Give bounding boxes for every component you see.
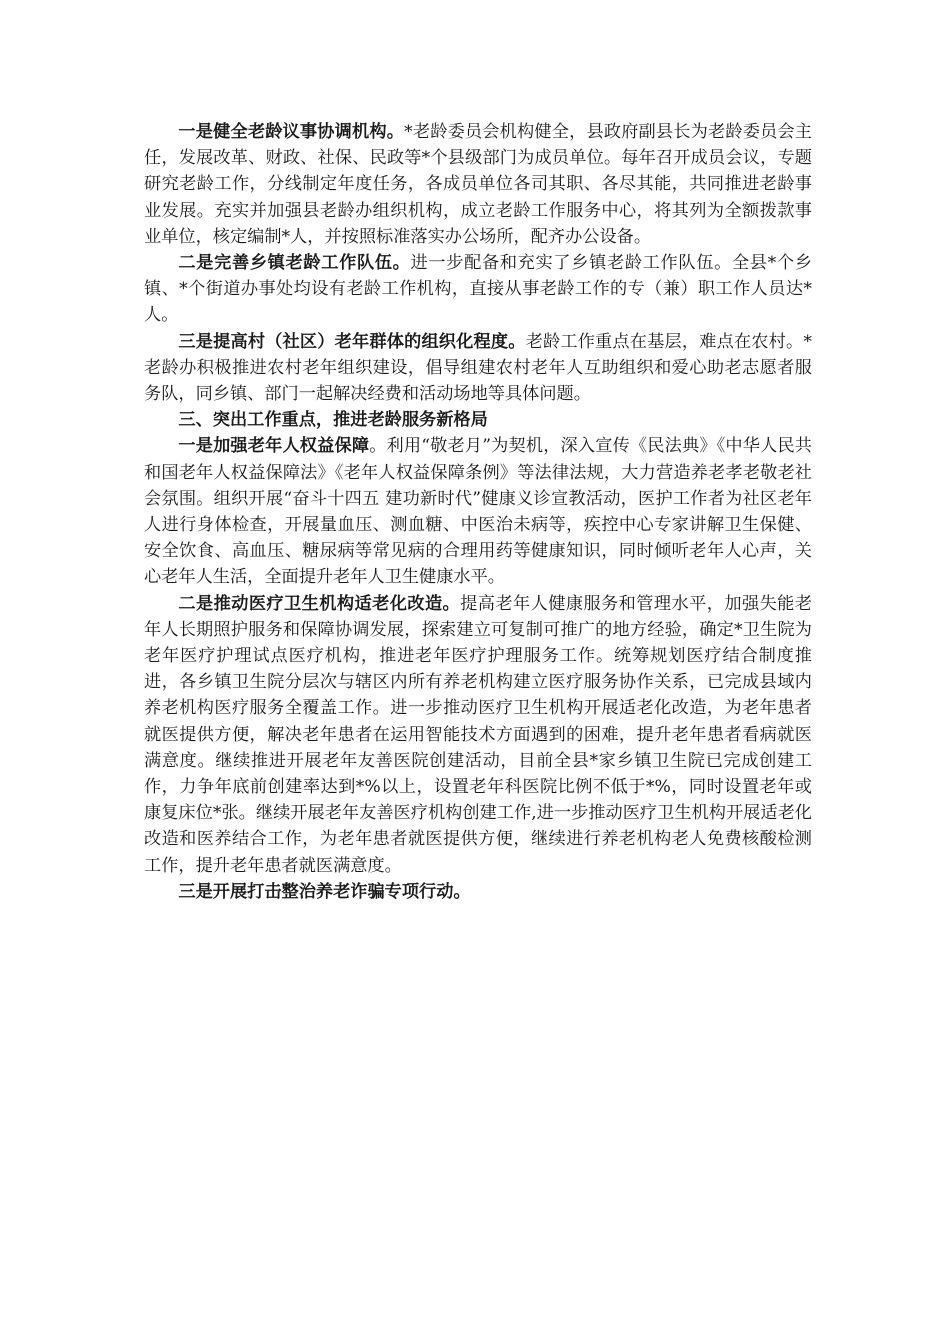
paragraph-village-text: 老龄工作重点在基层，难点在农村。*老龄办积极推进农村老年组织建设，倡导组建农村老年人互助组织和爱心助老志愿者服务队，同乡镇、部门一起解决经费和活动场地等具体问题。 — [144, 331, 812, 405]
paragraph-medical-aging — [144, 591, 812, 879]
paragraph-village-organization — [144, 329, 812, 408]
paragraph-rights-protection — [144, 433, 812, 590]
paragraph-coordination-lead: 一是健全老龄议事协调机构。 — [178, 122, 405, 142]
paragraph-township-team — [144, 250, 812, 329]
paragraph-medical-text: 提高老年人健康服务和管理水平，加强失能老年人长期照护服务和保障协调发展，探索建立可复制可推广的地方经验，确定*卫生院为老年医疗护理试点医疗机构，推进老年医疗护理服务工作。统筹规划医疗结合制度推进，各乡镇卫生院分层次与辖区内所有养老机构建立医疗服务协作关系，已完成县域内养老机构医疗服务全覆盖工作。进一步推动医疗卫生机构开展适老化改造，为老年患者就医提供方便，解决老年患者在运用智能技术方面遇到的困难，提升老年患者看病就医满意度。继续推进开展老年友善医院创建活动，目前全县*家乡镇卫生院已完成创建工作，力争年底前创建率达到*%以上，设置老年科医院比例不低于*%，同时设置老年或康复床位*张。继续开展老年友善医疗机构创建工作,进一步推动医疗卫生机构开展适老化改造和医养结合工作，为老年患者就医提供方便，继续进行养老机构老人免费核酸检测工作，提升老年患者就医满意度。 — [144, 593, 812, 876]
paragraph-coordination-body — [144, 119, 812, 250]
paragraph-fraud-lead: 三是开展打击整治养老诈骗专项行动。 — [178, 881, 471, 902]
paragraph-coordination-text: *老龄委员会机构健全，县政府副县长为老龄委员会主任，发展改革、财政、社保、民政等*个县级部门为成员单位。每年召开成员会议，专题研究老龄工作，分线制定年度任务，各成员单位各司其职、各尽其能，共同推进老龄事业发展。充实并加强县老龄办组织机构，成立老龄工作服务中心，将其列为全额拨款事业单位，核定编制*人，并按照标准落实办公场所，配齐办公设备。 — [144, 122, 812, 247]
section-heading: 三、突出工作重点，推进老龄服务新格局 — [178, 410, 488, 431]
paragraph-medical-lead: 二是推动医疗卫生机构适老化改造。 — [178, 593, 461, 614]
paragraph-township-lead: 二是完善乡镇老龄工作队伍。 — [178, 253, 411, 274]
paragraph-village-lead: 三是提高村（社区）老年群体的组织化程度。 — [178, 331, 526, 352]
paragraph-township-text: 进一步配备和充实了乡镇老龄工作队伍。全县*个乡镇、*个街道办事处均设有老龄工作机构，直接从事老龄工作的专（兼）职工作人员达*人。 — [144, 253, 812, 326]
paragraph-rights-lead: 一是加强老年人权益保障 — [178, 436, 370, 457]
paragraph-fraud-action — [144, 879, 812, 905]
paragraph-rights-text: 。利用“敬老月”为契机，深入宣传《民法典》《中华人民共和国老年人权益保障法》《老年人权益保障条例》等法律法规，大力营造养老孝老敬老社会氛围。组织开展“奋斗十四五 建功新时代”健康义诊宣教活动，医护工作者为社区老年人进行身体检查，开展量血压、测血糖、中医治未病等，疾控中心专家讲解卫生保健、安全饮食、高血压、糖尿病等常见病的合理用药等健康知识，同时倾听老年人心声，关心老年人生活，全面提升老年人卫生健康水平。 — [144, 436, 812, 588]
document-page — [144, 119, 812, 905]
